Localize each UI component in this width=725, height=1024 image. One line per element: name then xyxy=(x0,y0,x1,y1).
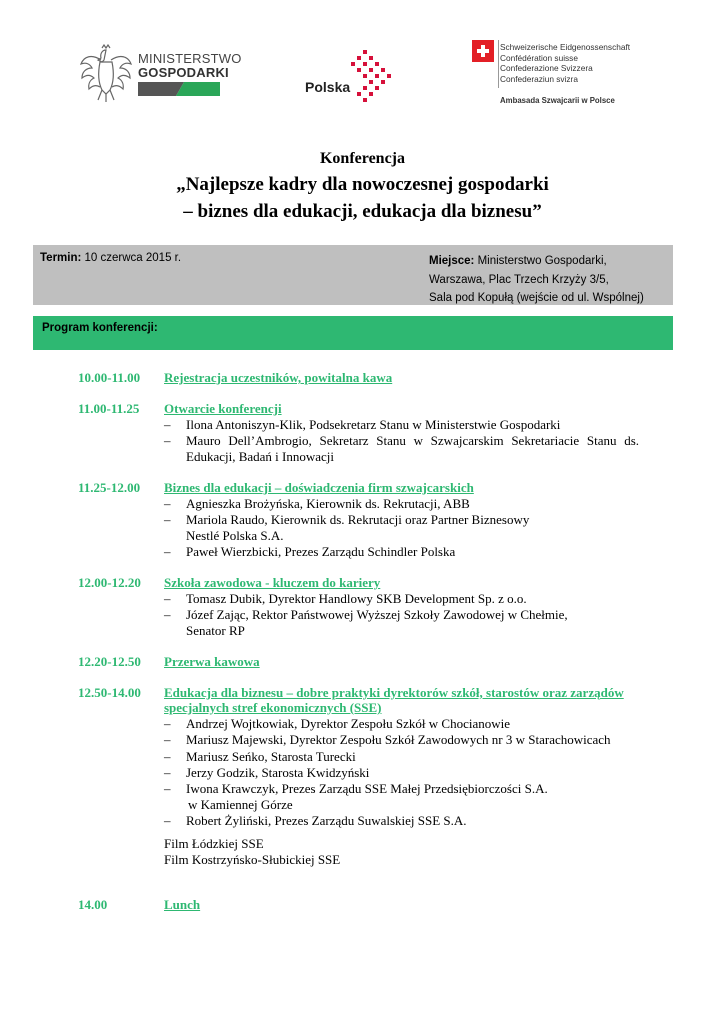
swiss-embassy-label: Ambasada Szwajcarii w Polsce xyxy=(500,96,615,105)
agenda-time: 14.00 xyxy=(78,897,108,912)
eagle-emblem-icon xyxy=(78,44,134,106)
agenda-time: 12.00-12.20 xyxy=(78,575,141,590)
swiss-line: Confederaziun svizra xyxy=(500,73,578,84)
agenda-time: 11.00-11.25 xyxy=(78,401,140,416)
logo-header xyxy=(0,40,725,110)
place-line3: Sala pod Kopułą (wejście od ul. Wspólnej) xyxy=(429,292,644,304)
info-bar xyxy=(33,245,673,305)
date-label: Termin: xyxy=(40,252,82,264)
polska-logo-text: Polska xyxy=(305,79,351,95)
agenda-time: 10.00-11.00 xyxy=(78,370,141,385)
agenda-time: 12.50-14.00 xyxy=(78,685,141,700)
agenda-time: 11.25-12.00 xyxy=(78,480,141,495)
swiss-flag-icon xyxy=(472,40,494,62)
film-item: Film Kostrzyńsko-Słubickiej SSE xyxy=(164,852,341,867)
title-line2: „Najlepsze kadry dla nowoczesnej gospodarki xyxy=(176,174,549,195)
ministry-logo-line1: MINISTERSTWO xyxy=(138,51,242,66)
agenda-title: Edukacja dla biznesu – dobre praktyki dyrektorów szkół, starostów oraz zarządów xyxy=(164,685,624,700)
film-item: Film Łódzkiej SSE xyxy=(164,836,264,851)
polska-logo xyxy=(305,48,395,110)
agenda-title-cont: specjalnych stref ekonomicznych (SSE) xyxy=(164,700,382,715)
ministry-logo-bar xyxy=(138,82,220,96)
place-line1: Ministerstwo Gospodarki, xyxy=(477,255,607,267)
swiss-line: Confederazione Svizzera xyxy=(500,63,593,73)
title-line3: – biznes dla edukacji, edukacja dla biznesu” xyxy=(183,201,542,222)
place-label: Miejsce: xyxy=(429,255,475,267)
place-info xyxy=(429,252,644,308)
swiss-line: Schweizerische Eidgenossenschaft xyxy=(500,42,631,52)
agenda-title: Szkoła zawodowa - kluczem do kariery xyxy=(164,575,381,590)
agenda-title: Biznes dla edukacji – doświadczenia firm szwajcarskich xyxy=(164,480,474,495)
place-line2: Warszawa, Plac Trzech Krzyży 3/5, xyxy=(429,273,609,286)
date-info xyxy=(40,252,181,264)
title-line1: Konferencja xyxy=(319,150,405,167)
swiss-line: Confédération suisse xyxy=(500,52,578,63)
agenda-time: 12.20-12.50 xyxy=(78,654,141,669)
program-header xyxy=(33,316,673,350)
ministry-logo-line2: GOSPODARKI xyxy=(138,65,229,80)
program-label: Program konferencji: xyxy=(42,322,158,334)
swiss-logo-divider xyxy=(498,40,499,88)
agenda-title: Lunch xyxy=(164,897,201,912)
agenda-title: Przerwa kawowa xyxy=(164,654,260,669)
polska-pattern-icon xyxy=(337,48,393,108)
date-value: 10 czerwca 2015 r. xyxy=(84,252,182,264)
agenda-title: Otwarcie konferencji xyxy=(164,401,282,416)
agenda-title: Rejestracja uczestników, powitalna kawa xyxy=(164,370,393,385)
